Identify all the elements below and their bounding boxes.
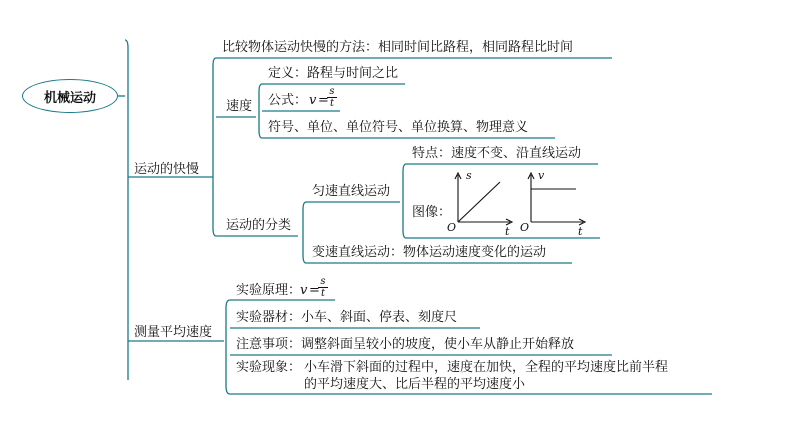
speed-formula-denominator: t xyxy=(329,98,335,109)
phenomenon-label: 实验现象： xyxy=(236,360,302,375)
graph-s-t xyxy=(455,173,512,225)
graph-v-t xyxy=(528,173,585,225)
speed-definition: 定义：路程与时间之比 xyxy=(268,66,399,81)
principle-numerator: s xyxy=(318,277,328,288)
principle-label: 实验原理： xyxy=(236,283,302,298)
branch-average-speed: 测量平均速度 xyxy=(134,325,213,340)
speed-formula-numerator: s xyxy=(327,87,337,98)
speed-formula-eq: = xyxy=(318,93,329,108)
uniform-motion: 匀速直线运动 xyxy=(312,184,391,199)
uniform-image-label: 图像： xyxy=(412,205,452,220)
graph2-origin: O xyxy=(520,221,530,234)
comparison-method: 比较物体运动快慢的方法：相同时间比路程，相同路程比时间 xyxy=(222,40,574,55)
principle-denominator: t xyxy=(320,288,326,299)
root-node: 机械运动 xyxy=(22,79,118,113)
graph1-origin: O xyxy=(447,221,457,234)
speed-symbols: 符号、单位、单位符号、单位换算、物理意义 xyxy=(268,120,529,135)
speed-node: 速度 xyxy=(226,99,253,114)
uniform-feature: 特点：速度不变、沿直线运动 xyxy=(412,146,582,161)
principle-eq: = xyxy=(309,283,320,298)
graph2-y-label: v xyxy=(538,169,545,182)
principle-v: v xyxy=(300,283,308,298)
branch-speed-comparison: 运动的快慢 xyxy=(134,162,200,177)
graph2-x-label: t xyxy=(578,225,583,238)
speed-formula-v: v xyxy=(309,93,317,108)
graph1-y-label: s xyxy=(466,169,472,182)
notes: 注意事项：调整斜面呈较小的坡度，使小车从静止开始释放 xyxy=(236,337,575,352)
motion-classification: 运动的分类 xyxy=(226,218,292,233)
phenomenon-line1: 小车滑下斜面的过程中，速度在加快，全程的平均速度比前半程 xyxy=(304,360,669,375)
variable-motion: 变速直线运动：物体运动速度变化的运动 xyxy=(312,245,547,260)
speed-formula-label: 公式： xyxy=(268,93,308,108)
equipment: 实验器材：小车、斜面、停表、刻度尺 xyxy=(236,310,458,325)
graph1-x-label: t xyxy=(505,225,510,238)
phenomenon-line2: 的平均速度大、比后半程的平均速度小 xyxy=(304,377,526,392)
